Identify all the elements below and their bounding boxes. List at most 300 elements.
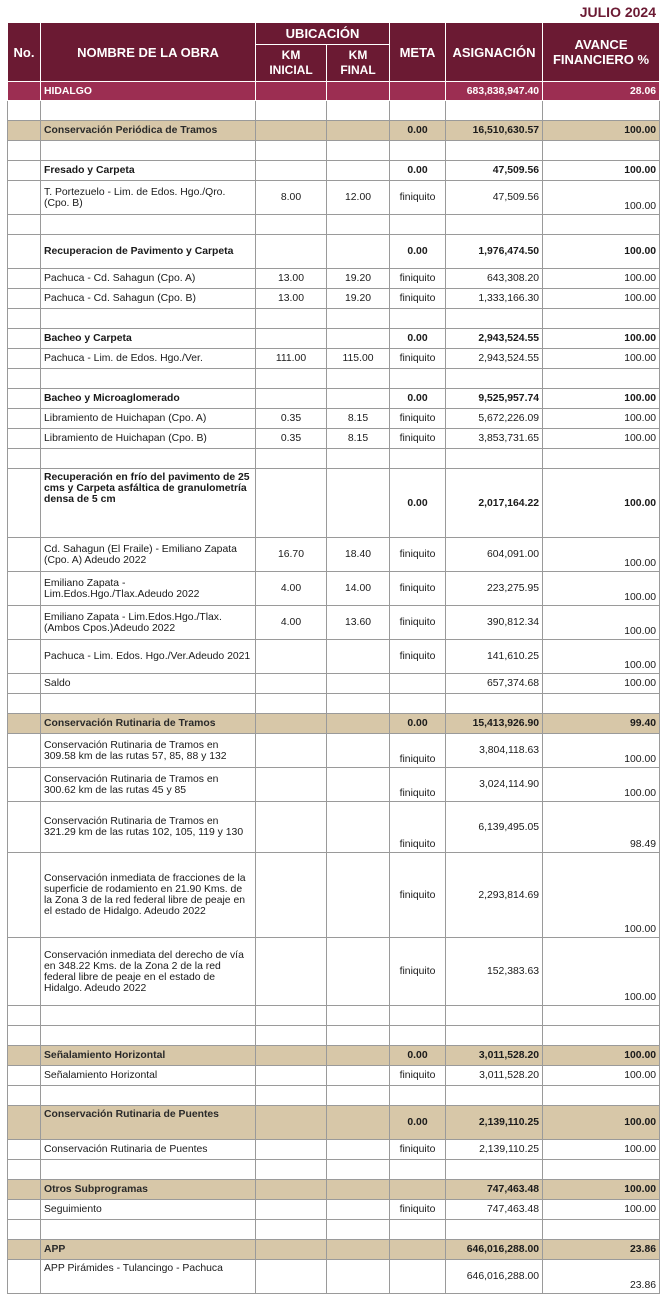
cell-no [8,674,41,694]
cell-km-inicial [256,121,327,141]
cell-nombre: Emiliano Zapata - Lim.Edos.Hgo./Tlax.Adeudo 2022 [41,572,256,606]
cell-km-inicial: 4.00 [256,606,327,640]
cell-nombre [41,1160,256,1180]
cell-km-inicial [256,369,327,389]
table-row [8,606,660,640]
cell-km-inicial: 16.70 [256,538,327,572]
cell-nombre [41,1220,256,1240]
cell-avance [543,449,660,469]
cell-km-inicial [256,938,327,1006]
cell-no [8,1220,41,1240]
cell-km-inicial [256,235,327,269]
cell-nombre: HIDALGO [41,82,256,101]
table-row [8,640,660,674]
cell-km-inicial: 13.00 [256,269,327,289]
cell-avance: 100.00 [543,938,660,1006]
cell-nombre: Pachuca - Cd. Sahagun (Cpo. B) [41,289,256,309]
cell-km-inicial [256,309,327,329]
cell-meta: 0.00 [390,714,446,734]
cell-km-inicial [256,101,327,121]
cell-avance: 100.00 [543,1106,660,1140]
cell-meta [390,1086,446,1106]
cell-km-final [327,714,390,734]
cell-asignacion: 47,509.56 [446,181,543,215]
cell-nombre: Conservación Rutinaria de Tramos en 309.58 km de las rutas 57, 85, 88 y 132 [41,734,256,768]
cell-asignacion: 646,016,288.00 [446,1260,543,1294]
cell-asignacion [446,1220,543,1240]
cell-nombre: Conservación Rutinaria de Tramos [41,714,256,734]
cell-nombre: Conservación Rutinaria de Tramos en 321.29 km de las rutas 102, 105, 119 y 130 [41,802,256,853]
cell-nombre: Recuperacion de Pavimento y Carpeta [41,235,256,269]
cell-asignacion: 1,976,474.50 [446,235,543,269]
cell-avance: 100.00 [543,269,660,289]
cell-km-inicial [256,1106,327,1140]
cell-no [8,141,41,161]
table-row [8,538,660,572]
cell-asignacion [446,309,543,329]
cell-km-inicial [256,1046,327,1066]
cell-avance: 100.00 [543,674,660,694]
cell-km-final: 19.20 [327,289,390,309]
cell-nombre [41,101,256,121]
cell-km-inicial [256,714,327,734]
cell-nombre [41,141,256,161]
cell-nombre: APP [41,1240,256,1260]
cell-meta: 0.00 [390,121,446,141]
cell-asignacion: 16,510,630.57 [446,121,543,141]
cell-asignacion: 3,024,114.90 [446,768,543,802]
cell-asignacion [446,1160,543,1180]
cell-nombre [41,369,256,389]
cell-nombre: Cd. Sahagun (El Fraile) - Emiliano Zapata (Cpo. A) Adeudo 2022 [41,538,256,572]
cell-asignacion: 2,943,524.55 [446,349,543,369]
blank-row [8,694,660,714]
blank-row [8,449,660,469]
cell-nombre: Fresado y Carpeta [41,161,256,181]
cell-km-inicial [256,1240,327,1260]
header-avance: AVANCE FINANCIERO % [543,23,660,82]
cell-no [8,269,41,289]
cell-km-inicial [256,1066,327,1086]
cell-km-final [327,1106,390,1140]
header-nombre: NOMBRE DE LA OBRA [41,23,256,82]
cell-meta: 0.00 [390,161,446,181]
table-row [8,409,660,429]
cell-no [8,640,41,674]
cell-km-inicial [256,469,327,538]
cell-no [8,1026,41,1046]
cell-meta: 0.00 [390,235,446,269]
sec-row [8,1106,660,1140]
cell-meta: finiquito [390,1140,446,1160]
cell-avance: 100.00 [543,640,660,674]
header-asignacion: ASIGNACIÓN [446,23,543,82]
cell-meta: finiquito [390,289,446,309]
cell-meta: 0.00 [390,1106,446,1140]
cell-km-inicial [256,768,327,802]
cell-asignacion: 2,139,110.25 [446,1106,543,1140]
cell-avance [543,101,660,121]
cell-km-final: 115.00 [327,349,390,369]
cell-avance: 100.00 [543,121,660,141]
cell-km-final [327,1200,390,1220]
cell-km-final: 19.20 [327,269,390,289]
cell-km-final [327,161,390,181]
cell-km-final [327,768,390,802]
cell-km-final [327,449,390,469]
blank-row [8,215,660,235]
cell-avance: 100.00 [543,768,660,802]
cell-asignacion: 1,333,166.30 [446,289,543,309]
cell-asignacion: 683,838,947.40 [446,82,543,101]
table-row [8,674,660,694]
cell-avance: 28.06 [543,82,660,101]
cell-asignacion [446,215,543,235]
table-row [8,802,660,853]
cell-no [8,429,41,449]
report-period: JULIO 2024 [579,4,656,20]
cell-km-final [327,1240,390,1260]
cell-no [8,289,41,309]
cell-km-inicial: 13.00 [256,289,327,309]
cell-km-final: 8.15 [327,429,390,449]
cell-no [8,734,41,768]
cell-nombre: Conservación Periódica de Tramos [41,121,256,141]
cell-meta: 0.00 [390,329,446,349]
cell-nombre: APP Pirámides - Tulancingo - Pachuca [41,1260,256,1294]
cell-meta [390,215,446,235]
cell-km-final [327,101,390,121]
cell-nombre: Seguimiento [41,1200,256,1220]
cell-avance: 100.00 [543,853,660,938]
cell-km-final [327,215,390,235]
cell-asignacion: 141,610.25 [446,640,543,674]
cell-nombre: Libramiento de Huichapan (Cpo. B) [41,429,256,449]
cell-no [8,572,41,606]
cell-no [8,694,41,714]
cell-no [8,606,41,640]
cell-km-inicial [256,694,327,714]
cell-asignacion: 747,463.48 [446,1180,543,1200]
cell-km-final: 12.00 [327,181,390,215]
cell-avance: 100.00 [543,572,660,606]
table-row [8,938,660,1006]
cell-meta: finiquito [390,802,446,853]
cell-nombre: Conservación Rutinaria de Tramos en 300.62 km de las rutas 45 y 85 [41,768,256,802]
table-row [8,181,660,215]
cell-asignacion: 3,853,731.65 [446,429,543,449]
cell-avance [543,215,660,235]
cell-nombre: Libramiento de Huichapan (Cpo. A) [41,409,256,429]
table-row [8,734,660,768]
cell-no [8,82,41,101]
cell-no [8,768,41,802]
cell-no [8,181,41,215]
cell-km-final [327,734,390,768]
cell-avance: 23.86 [543,1240,660,1260]
cell-asignacion [446,369,543,389]
cell-km-final [327,853,390,938]
blank-row [8,1086,660,1106]
cell-no [8,1240,41,1260]
cell-km-final [327,141,390,161]
total-row [8,82,660,101]
cell-km-final [327,1260,390,1294]
header-meta: META [390,23,446,82]
cell-meta: finiquito [390,1066,446,1086]
cell-meta: finiquito [390,938,446,1006]
cell-asignacion [446,1006,543,1026]
cell-meta [390,1180,446,1200]
cell-meta [390,101,446,121]
cell-avance: 100.00 [543,409,660,429]
cell-km-inicial [256,734,327,768]
cell-meta [390,694,446,714]
table-row [8,1200,660,1220]
cell-no [8,309,41,329]
cell-meta [390,449,446,469]
cell-no [8,802,41,853]
cell-no [8,853,41,938]
cell-km-inicial [256,1006,327,1026]
cell-asignacion: 2,943,524.55 [446,329,543,349]
cell-km-inicial: 111.00 [256,349,327,369]
cell-avance: 23.86 [543,1260,660,1294]
cell-meta: finiquito [390,1200,446,1220]
cell-km-inicial: 4.00 [256,572,327,606]
cell-avance: 99.40 [543,714,660,734]
cell-asignacion: 2,293,814.69 [446,853,543,938]
cell-no [8,121,41,141]
cell-avance: 100.00 [543,734,660,768]
cell-meta: finiquito [390,853,446,938]
cell-nombre: Señalamiento Horizontal [41,1046,256,1066]
blank-row [8,1220,660,1240]
cell-avance [543,1086,660,1106]
cell-no [8,409,41,429]
cell-km-final [327,121,390,141]
sub-row [8,469,660,538]
cell-no [8,1046,41,1066]
cell-meta [390,1006,446,1026]
obras-table [7,22,660,1294]
cell-km-final [327,1180,390,1200]
cell-asignacion: 657,374.68 [446,674,543,694]
cell-asignacion: 390,812.34 [446,606,543,640]
sub-row [8,329,660,349]
cell-nombre: Pachuca - Lim. Edos. Hgo./Ver.Adeudo 2021 [41,640,256,674]
cell-nombre [41,1026,256,1046]
cell-asignacion: 643,308.20 [446,269,543,289]
cell-nombre: Conservación Rutinaria de Puentes [41,1140,256,1160]
cell-no [8,938,41,1006]
cell-no [8,235,41,269]
cell-avance: 100.00 [543,349,660,369]
cell-km-final [327,329,390,349]
cell-no [8,101,41,121]
cell-avance: 100.00 [543,429,660,449]
cell-nombre: Saldo [41,674,256,694]
cell-asignacion: 15,413,926.90 [446,714,543,734]
cell-km-inicial [256,1160,327,1180]
cell-km-inicial [256,141,327,161]
cell-meta: finiquito [390,734,446,768]
cell-meta: finiquito [390,768,446,802]
cell-asignacion: 3,011,528.20 [446,1066,543,1086]
cell-km-inicial [256,161,327,181]
header-ubicacion: UBICACIÓN [256,23,390,45]
cell-no [8,1106,41,1140]
cell-km-inicial [256,1086,327,1106]
cell-nombre: Bacheo y Carpeta [41,329,256,349]
cell-no [8,329,41,349]
cell-nombre: Otros Subprogramas [41,1180,256,1200]
cell-avance: 100.00 [543,1200,660,1220]
cell-km-inicial [256,1026,327,1046]
cell-km-final [327,1220,390,1240]
cell-asignacion: 646,016,288.00 [446,1240,543,1260]
obras-table-body [8,82,660,1294]
cell-meta [390,674,446,694]
cell-asignacion: 223,275.95 [446,572,543,606]
cell-avance: 100.00 [543,329,660,349]
cell-asignacion: 2,017,164.22 [446,469,543,538]
cell-no [8,1006,41,1026]
cell-km-final: 14.00 [327,572,390,606]
cell-km-final [327,82,390,101]
cell-km-inicial [256,1220,327,1240]
cell-avance [543,1220,660,1240]
cell-km-final [327,469,390,538]
cell-nombre: Emiliano Zapata - Lim.Edos.Hgo./Tlax. (Ambos Cpos.)Adeudo 2022 [41,606,256,640]
cell-km-inicial [256,802,327,853]
sub-row [8,389,660,409]
sec-row [8,121,660,141]
cell-km-inicial [256,449,327,469]
cell-asignacion [446,1026,543,1046]
cell-avance [543,694,660,714]
cell-km-inicial [256,82,327,101]
blank-row [8,1160,660,1180]
table-row [8,1066,660,1086]
cell-avance: 100.00 [543,1066,660,1086]
cell-asignacion: 9,525,957.74 [446,389,543,409]
cell-no [8,161,41,181]
cell-nombre: Señalamiento Horizontal [41,1066,256,1086]
cell-asignacion: 6,139,495.05 [446,802,543,853]
cell-meta: 0.00 [390,389,446,409]
blank-row [8,101,660,121]
cell-meta: finiquito [390,538,446,572]
cell-avance: 100.00 [543,1140,660,1160]
cell-asignacion: 604,091.00 [446,538,543,572]
blank-row [8,309,660,329]
cell-no [8,369,41,389]
cell-km-final [327,389,390,409]
cell-avance [543,369,660,389]
table-row [8,572,660,606]
cell-km-inicial [256,389,327,409]
cell-no [8,215,41,235]
cell-meta [390,1240,446,1260]
cell-meta [390,309,446,329]
cell-km-inicial: 0.35 [256,409,327,429]
sec-row [8,1180,660,1200]
sec-row [8,1046,660,1066]
cell-meta [390,1220,446,1240]
cell-nombre: Pachuca - Cd. Sahagun (Cpo. A) [41,269,256,289]
cell-asignacion [446,449,543,469]
cell-avance [543,1006,660,1026]
cell-meta [390,1026,446,1046]
cell-km-final [327,1140,390,1160]
table-row [8,768,660,802]
cell-asignacion: 3,011,528.20 [446,1046,543,1066]
cell-no [8,1260,41,1294]
cell-km-final [327,309,390,329]
cell-nombre [41,449,256,469]
cell-avance: 100.00 [543,181,660,215]
cell-no [8,1160,41,1180]
cell-no [8,389,41,409]
sec-row [8,714,660,734]
cell-km-final [327,802,390,853]
cell-asignacion: 3,804,118.63 [446,734,543,768]
cell-no [8,469,41,538]
cell-km-final [327,640,390,674]
cell-nombre: Conservación inmediata de fracciones de la superficie de rodamiento en 21.90 Kms. de la Zona 3 de la red federal libre de peaje en el estado de Hidalgo. Adeudo 2022 [41,853,256,938]
blank-row [8,1006,660,1026]
cell-no [8,449,41,469]
cell-km-final [327,1086,390,1106]
cell-km-final: 8.15 [327,409,390,429]
cell-meta [390,141,446,161]
cell-no [8,1140,41,1160]
cell-avance: 100.00 [543,1180,660,1200]
blank-row [8,141,660,161]
cell-asignacion: 2,139,110.25 [446,1140,543,1160]
cell-km-inicial [256,329,327,349]
cell-km-final [327,674,390,694]
header-km-final: KM FINAL [327,45,390,82]
cell-meta: finiquito [390,640,446,674]
cell-meta [390,369,446,389]
cell-km-inicial [256,640,327,674]
cell-avance: 100.00 [543,606,660,640]
cell-avance: 100.00 [543,161,660,181]
cell-asignacion: 5,672,226.09 [446,409,543,429]
cell-meta: finiquito [390,269,446,289]
cell-km-final: 13.60 [327,606,390,640]
cell-avance: 100.00 [543,1046,660,1066]
cell-asignacion: 747,463.48 [446,1200,543,1220]
cell-nombre: T. Portezuelo - Lim. de Edos. Hgo./Qro. (Cpo. B) [41,181,256,215]
table-row [8,1140,660,1160]
cell-asignacion [446,694,543,714]
cell-avance: 100.00 [543,538,660,572]
cell-km-final [327,1026,390,1046]
cell-nombre: Recuperación en frío del pavimento de 25 cms y Carpeta asfáltica de granulometría densa de 5 cm [41,469,256,538]
table-row [8,269,660,289]
cell-nombre: Conservación inmediata del derecho de vía en 348.22 Kms. de la Zona 2 de la red federal libre de peaje en el estado de Hidalgo. Adeudo 2022 [41,938,256,1006]
cell-avance: 100.00 [543,469,660,538]
cell-km-final: 18.40 [327,538,390,572]
cell-meta: finiquito [390,181,446,215]
cell-avance [543,1160,660,1180]
cell-meta: finiquito [390,349,446,369]
cell-nombre [41,1086,256,1106]
cell-km-final [327,1160,390,1180]
